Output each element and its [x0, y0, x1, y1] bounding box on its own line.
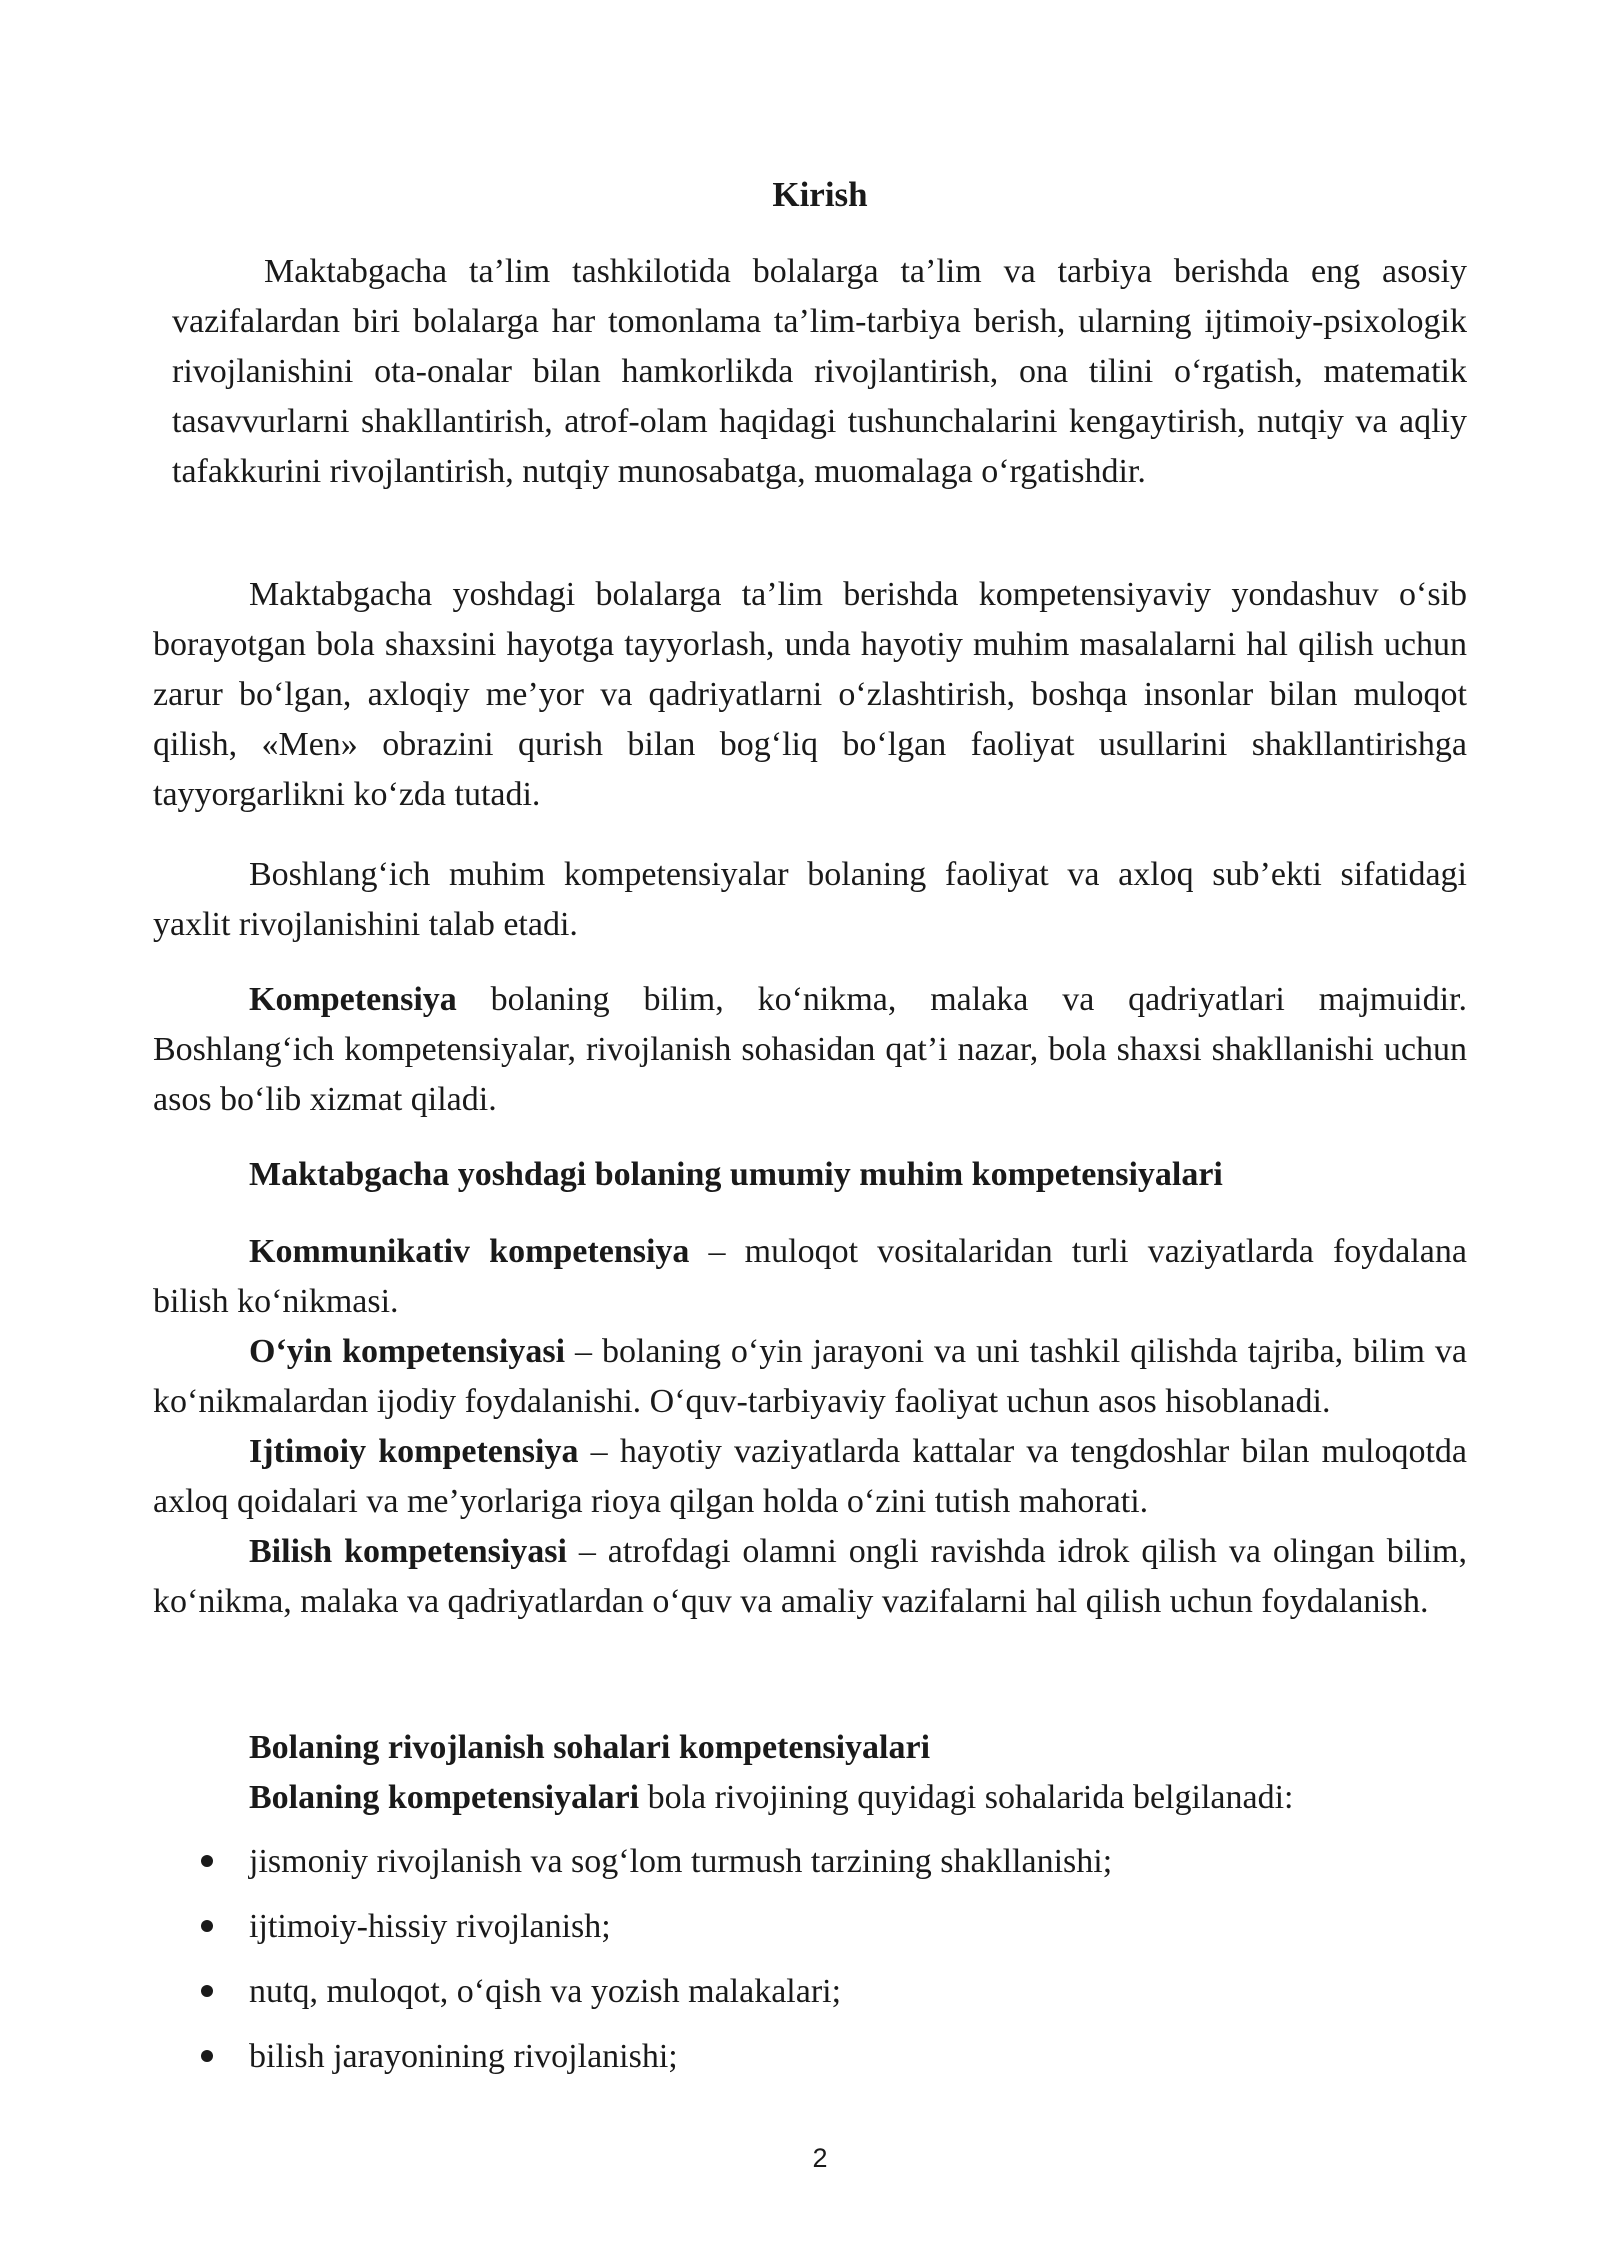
subheading: Bolaning rivojlanish sohalari kompetensiyalari [249, 1729, 931, 1766]
definition-term: O‘yin kompetensiyasi [249, 1333, 566, 1370]
competence-definitions [153, 1227, 1467, 1627]
development-areas-section [249, 1723, 1293, 1823]
list-item-text: nutq, muloqot, o‘qish va yozish malakalari; [249, 1973, 842, 2010]
bullet-icon [201, 2050, 213, 2062]
list-item [0, 2032, 1112, 2097]
competence-definition-text: bolaning bilim, ko‘nikma, malaka va qadriyatlari majmuidir. Boshlang‘ich kompetensiyalar, rivojlanish sohasidan qat’i nazar, bola shaxsi shakllanishi uchun asos bo‘lib xizmat qiladi. [153, 981, 1467, 1118]
list-item-text: jismoniy rivojlanish va sog‘lom turmush tarzining shakllanishi; [249, 1843, 1113, 1880]
areas-intro-term: Bolaning kompetensiyalari [249, 1779, 640, 1816]
section-heading: Maktabgacha yoshdagi bolaning umumiy muhim kompetensiyalari [249, 1156, 1223, 1193]
list-item [0, 1967, 1112, 2032]
intro-paragraph: Maktabgacha ta’lim tashkilotida bolalarga ta’lim va tarbiya berishda eng asosiy vazifalardan biri bolalarga har tomonlama ta’lim-tarbiya berish, ularning ijtimoiy-psixologik rivojlanishini ota-onalar bilan hamkorlikda rivojlantirish, ona tilini o‘rgatish, matematik tasavvurlarni shakllantirish, atrof-olam haqidagi tushunchalarini kengaytirish, nutqiy va aqliy tafakkurini rivojlantirish, nutqiy munosabatga, muomalaga o‘rgatishdir. [172, 253, 1467, 490]
definition-term: Bilish kompetensiyasi [249, 1533, 567, 1570]
definition-text: – hayotiy vaziyatlarda kattalar va tengdoshlar bilan muloqotda axloq qoidalari va me’yorlariga rioya qilgan holda o‘zini tutish mahorati. [153, 1433, 1467, 1520]
areas-intro [249, 1773, 1293, 1823]
definition-term: Kommunikativ kompetensiya [249, 1233, 690, 1270]
definition-term: Ijtimoiy kompetensiya [249, 1433, 579, 1470]
competence-approach-paragraph: Maktabgacha yoshdagi bolalarga ta’lim berishda kompetensiyaviy yondashuv o‘sib borayotgan bola shaxsini hayotga tayyorlash, unda hayotiy muhim masalalarni hal qilish uchun zarur bo‘lgan, axloqiy me’yor va qadriyatlarni o‘zlashtirish, boshqa insonlar bilan muloqot qilish, «Men» obrazini qurish bilan bog‘liq bo‘lgan faoliyat usullarini shakllantirishga tayyorgarlikni ko‘zda tutadi. [153, 576, 1467, 813]
bullet-icon [201, 1855, 213, 1867]
bullet-icon [201, 1985, 213, 1997]
definition-item [153, 1427, 1467, 1527]
definition-item [153, 1527, 1467, 1627]
definition-text: – muloqot vositalaridan turli vaziyatlarda foydalana bilish ko‘nikmasi. [153, 1233, 1467, 1320]
competence-term: Kompetensiya [249, 981, 457, 1018]
definition-item [153, 1227, 1467, 1327]
competence-definition-paragraph [153, 975, 1467, 1125]
areas-intro-text: bola rivojining quyidagi sohalarida belgilanadi: [639, 1779, 1294, 1816]
list-item-text: ijtimoiy-hissiy rivojlanish; [249, 1908, 611, 1945]
list-item [0, 1837, 1112, 1902]
development-areas-list [0, 1837, 1112, 2097]
definition-item [153, 1327, 1467, 1427]
definition-text: – atrofdagi olamni ongli ravishda idrok qilish va olingan bilim, ko‘nikma, malaka va qadriyatlardan o‘quv va amaliy vazifalarni hal qilish uchun foydalanish. [153, 1533, 1467, 1620]
page-title: Kirish [772, 175, 868, 214]
list-item-text: bilish jarayonining rivojlanishi; [249, 2038, 678, 2075]
list-item [0, 1902, 1112, 1967]
definition-text: – bolaning o‘yin jarayoni va uni tashkil qilishda tajriba, bilim va ko‘nikmalardan ijodiy foydalanishi. O‘quv-tarbiyaviy faoliyat uchun asos hisoblanadi. [153, 1333, 1467, 1420]
key-competencies-paragraph: Boshlang‘ich muhim kompetensiyalar bolaning faoliyat va axloq sub’ekti sifatidagi yaxlit rivojlanishini talab etadi. [153, 856, 1467, 943]
page-number: 2 [812, 2143, 828, 2173]
bullet-icon [201, 1920, 213, 1932]
